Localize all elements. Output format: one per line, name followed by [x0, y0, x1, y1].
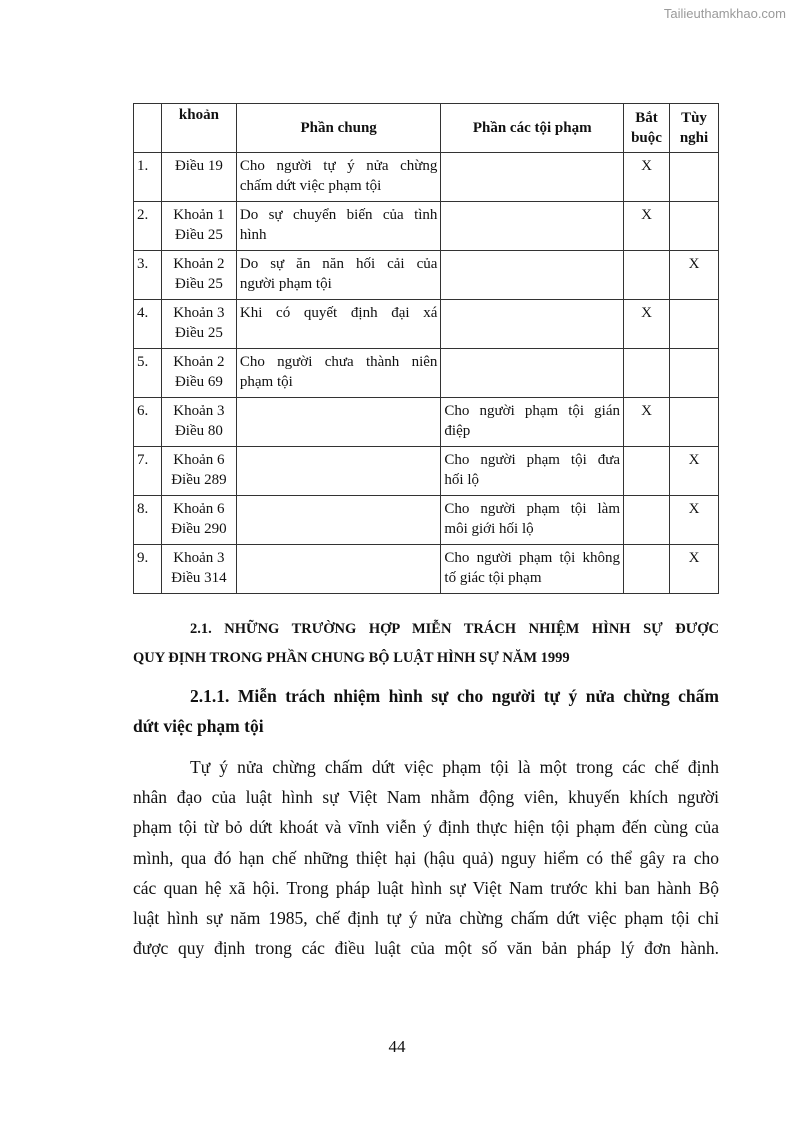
table-row [134, 300, 719, 349]
row-crimes-part [441, 153, 624, 202]
table-row [134, 202, 719, 251]
table-row [134, 398, 719, 447]
row-general-part [236, 447, 441, 496]
row-mandatory: X [624, 153, 670, 202]
header-khoan: khoản [161, 104, 236, 153]
row-number: 8. [134, 496, 162, 545]
header-no [134, 104, 162, 153]
row-article: Khoản 1 Điều 25 [161, 202, 236, 251]
row-optional [669, 398, 718, 447]
subsection-heading-line: dứt việc phạm tội [133, 716, 264, 736]
row-number: 9. [134, 545, 162, 594]
row-general-part: Do sự chuyển biến của tình hình [236, 202, 441, 251]
table-row [134, 251, 719, 300]
paragraph-line: các quan hệ xã hội. Trong pháp luật hình sự Việt Nam trước khi ban hành Bộ [133, 877, 719, 898]
row-optional: X [669, 496, 718, 545]
row-crimes-part [441, 251, 624, 300]
table-row [134, 496, 719, 545]
row-mandatory: X [624, 300, 670, 349]
header-phan-toi-pham: Phần các tội phạm [441, 104, 624, 153]
row-number: 3. [134, 251, 162, 300]
section-heading-line: QUY ĐỊNH TRONG PHẦN CHUNG BỘ LUẬT HÌNH SỰ NĂM 1999 [133, 650, 570, 666]
row-article: Khoản 3 Điều 314 [161, 545, 236, 594]
paragraph-line: phạm tội từ bỏ dứt khoát và vĩnh viễn ý định thực hiện tội phạm đến cùng của [133, 817, 719, 838]
row-general-part [236, 398, 441, 447]
row-number: 4. [134, 300, 162, 349]
table-row [134, 447, 719, 496]
row-general-part: Do sự ăn năn hối cải của người phạm tội [236, 251, 441, 300]
row-number: 5. [134, 349, 162, 398]
paragraph-line: nhân đạo của luật hình sự Việt Nam nhằm động viên, khuyến khích người [133, 787, 719, 808]
row-optional: X [669, 251, 718, 300]
row-general-part: Cho người tự ý nửa chừng chấm dứt việc phạm tội [236, 153, 441, 202]
row-number: 7. [134, 447, 162, 496]
row-article: Khoản 2 Điều 69 [161, 349, 236, 398]
row-general-part: Khi có quyết định đại xá [236, 300, 441, 349]
watermark: Tailieuthamkhao.com [663, 6, 786, 21]
row-mandatory: X [624, 202, 670, 251]
row-article: Khoản 3 Điều 25 [161, 300, 236, 349]
row-optional [669, 202, 718, 251]
table-row [134, 545, 719, 594]
row-general-part [236, 496, 441, 545]
subsection-heading-line: 2.1.1. Miễn trách nhiệm hình sự cho người tự ý nửa chừng chấm [190, 686, 719, 706]
row-optional: X [669, 545, 718, 594]
paragraph-line: mình, qua đó hạn chế những thiệt hại (hậu quả) nguy hiểm có thể gây ra cho [133, 847, 719, 868]
row-article: Khoản 6 Điều 289 [161, 447, 236, 496]
row-mandatory [624, 447, 670, 496]
table-header-row [134, 104, 719, 153]
row-mandatory [624, 545, 670, 594]
row-article: Khoản 3 Điều 80 [161, 398, 236, 447]
row-general-part [236, 545, 441, 594]
page-number: 44 [388, 1037, 406, 1056]
header-bat-buoc: Bắt buộc [624, 104, 670, 153]
section-heading-line: 2.1. NHỮNG TRƯỜNG HỢP MIỄN TRÁCH NHIỆM HÌNH SỰ ĐƯỢC [190, 621, 719, 637]
row-number: 6. [134, 398, 162, 447]
row-crimes-part: Cho người phạm tội gián điệp [441, 398, 624, 447]
row-optional [669, 349, 718, 398]
row-crimes-part [441, 300, 624, 349]
row-article: Khoản 6 Điều 290 [161, 496, 236, 545]
row-mandatory: X [624, 398, 670, 447]
paragraph-line: luật hình sự năm 1985, chế định tự ý nửa chừng chấm dứt việc phạm tội chỉ [133, 908, 719, 928]
exemption-table [133, 103, 719, 594]
row-crimes-part [441, 349, 624, 398]
header-tuy-nghi: Tùy nghi [669, 104, 718, 153]
row-crimes-part: Cho người phạm tội không tố giác tội phạm [441, 545, 624, 594]
row-crimes-part [441, 202, 624, 251]
row-crimes-part: Cho người phạm tội làm môi giới hối lộ [441, 496, 624, 545]
row-optional: X [669, 447, 718, 496]
paragraph-line: được quy định trong các điều luật của một số văn bản pháp lý đơn hành. [133, 938, 719, 959]
row-number: 1. [134, 153, 162, 202]
row-article: Điều 19 [161, 153, 236, 202]
row-mandatory [624, 349, 670, 398]
row-mandatory [624, 496, 670, 545]
row-crimes-part: Cho người phạm tội đưa hối lộ [441, 447, 624, 496]
row-number: 2. [134, 202, 162, 251]
table-row [134, 153, 719, 202]
paragraph-line: Tự ý nửa chừng chấm dứt việc phạm tội là một trong các chế định [190, 757, 719, 777]
table-row [134, 349, 719, 398]
row-optional [669, 153, 718, 202]
row-general-part: Cho người chưa thành niên phạm tội [236, 349, 441, 398]
row-article: Khoản 2 Điều 25 [161, 251, 236, 300]
header-phan-chung: Phần chung [236, 104, 441, 153]
row-mandatory [624, 251, 670, 300]
row-optional [669, 300, 718, 349]
